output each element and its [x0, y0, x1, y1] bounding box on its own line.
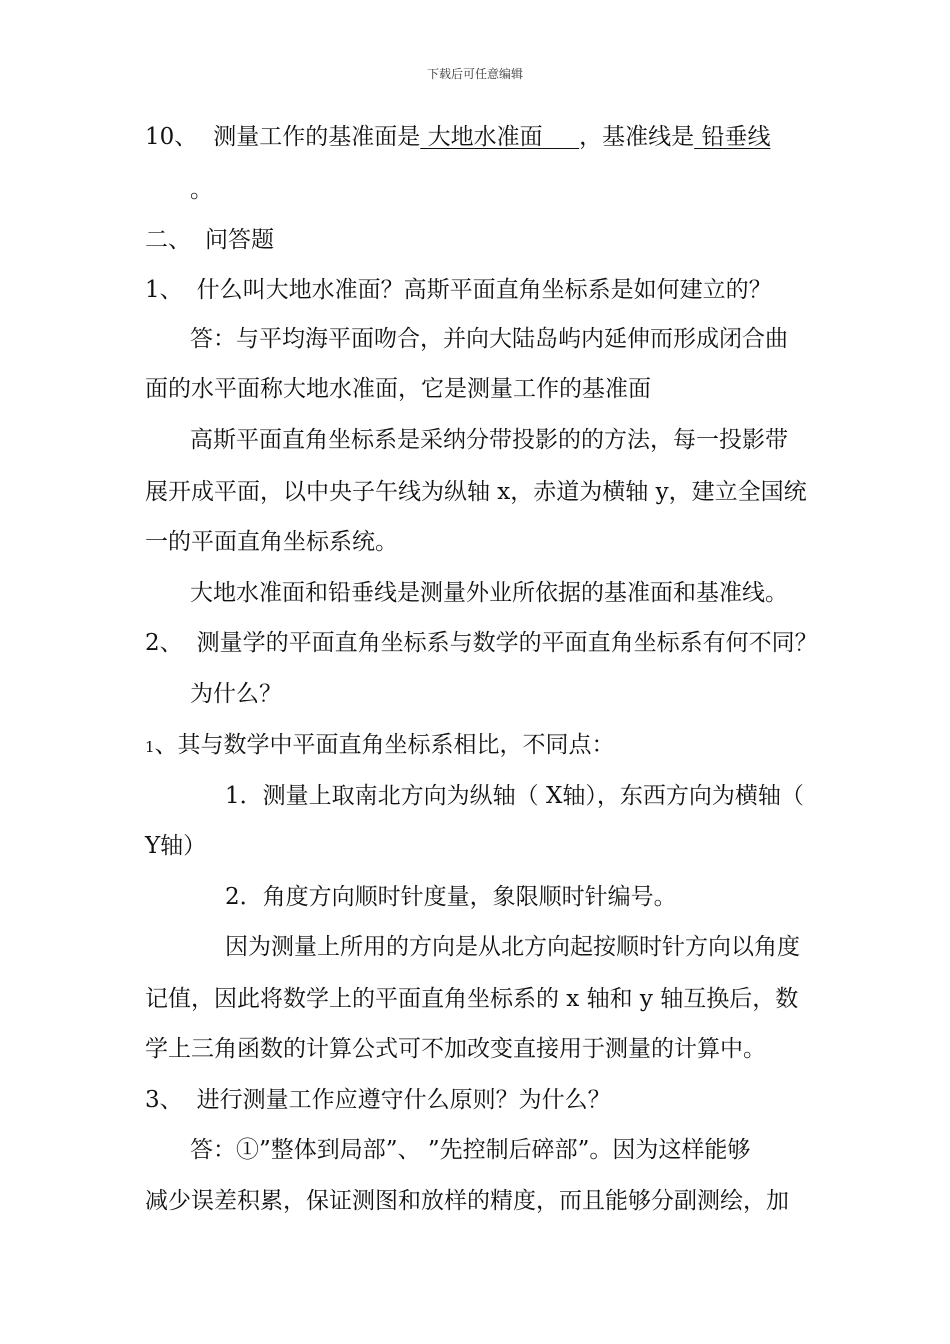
question-text: 测量工作的基准面是 — [213, 124, 421, 150]
question-1 — [145, 275, 772, 305]
answer-line: 减少误差积累，保证测图和放样的精度，而且能够分副测绘，加 — [145, 1188, 789, 1214]
question-number: 1、 — [145, 277, 183, 303]
question-text: 为什么？ — [190, 681, 282, 707]
answer-intro — [145, 730, 615, 762]
answer-blank-1: 大地水准面 — [427, 124, 543, 150]
answer-line: 展开成平面，以中央子午线为纵轴 x，赤道为横轴 y，建立全国统 — [145, 479, 807, 505]
question-text: 什么叫大地水准面？高斯平面直角坐标系是如何建立的？ — [196, 277, 772, 303]
question-3 — [145, 1085, 611, 1115]
answer-line: 一的平面直角坐标系统。 — [145, 529, 398, 555]
section-title: 问答题 — [205, 227, 274, 253]
answer-line: 答：①”整体到局部”、 ”先控制后碎部”。因为这样能够 — [190, 1137, 751, 1163]
answer-line: 、其与数学中平面直角坐标系相比，不同点： — [154, 732, 615, 758]
answer-point-1: 1．测量上取南北方向为纵轴（ X轴），东西方向为横轴（ — [225, 783, 804, 809]
answer-line: 记值，因此将数学上的平面直角坐标系的 x 轴和 y 轴互换后，数 — [145, 986, 799, 1012]
question-text: 测量学的平面直角坐标系与数学的平面直角坐标系有何不同？ — [196, 630, 818, 656]
answer-line: 答：与平均海平面吻合，并向大陆岛屿内延伸而形成闭合曲 — [190, 326, 788, 352]
section-heading — [145, 225, 274, 255]
answer-line: 因为测量上所用的方向是从北方向起按顺时针方向以角度 — [225, 934, 800, 960]
question-text: 进行测量工作应遵守什么原则？为什么？ — [196, 1087, 611, 1113]
page-header: 下载后可任意编辑 — [426, 67, 523, 81]
answer-point-1-cont: Y轴） — [145, 833, 207, 859]
question-10 — [145, 122, 770, 152]
answer-line: 高斯平面直角坐标系是采纳分带投影的的方法，每一投影带 — [190, 427, 788, 453]
question-2 — [145, 628, 818, 658]
answer-number: 1 — [145, 738, 155, 756]
question-number: 2、 — [145, 630, 183, 656]
question-text: ，基准线是 — [579, 124, 695, 150]
answer-blank-2: 铅垂线 — [701, 124, 771, 150]
answer-line: 学上三角函数的计算公式可不加改变直接用于测量的计算中。 — [145, 1036, 766, 1062]
answer-line: 大地水准面和铅垂线是测量外业所依据的基准面和基准线。 — [190, 580, 788, 606]
question-10-end: 。 — [190, 177, 213, 203]
answer-point-2: 2．角度方向顺时针度量，象限顺时针编号。 — [225, 884, 677, 910]
question-number: 10、 — [145, 124, 198, 150]
question-number: 3、 — [145, 1087, 183, 1113]
answer-line: 面的水平面称大地水准面，它是测量工作的基准面 — [145, 376, 651, 402]
section-number: 二、 — [145, 227, 191, 253]
